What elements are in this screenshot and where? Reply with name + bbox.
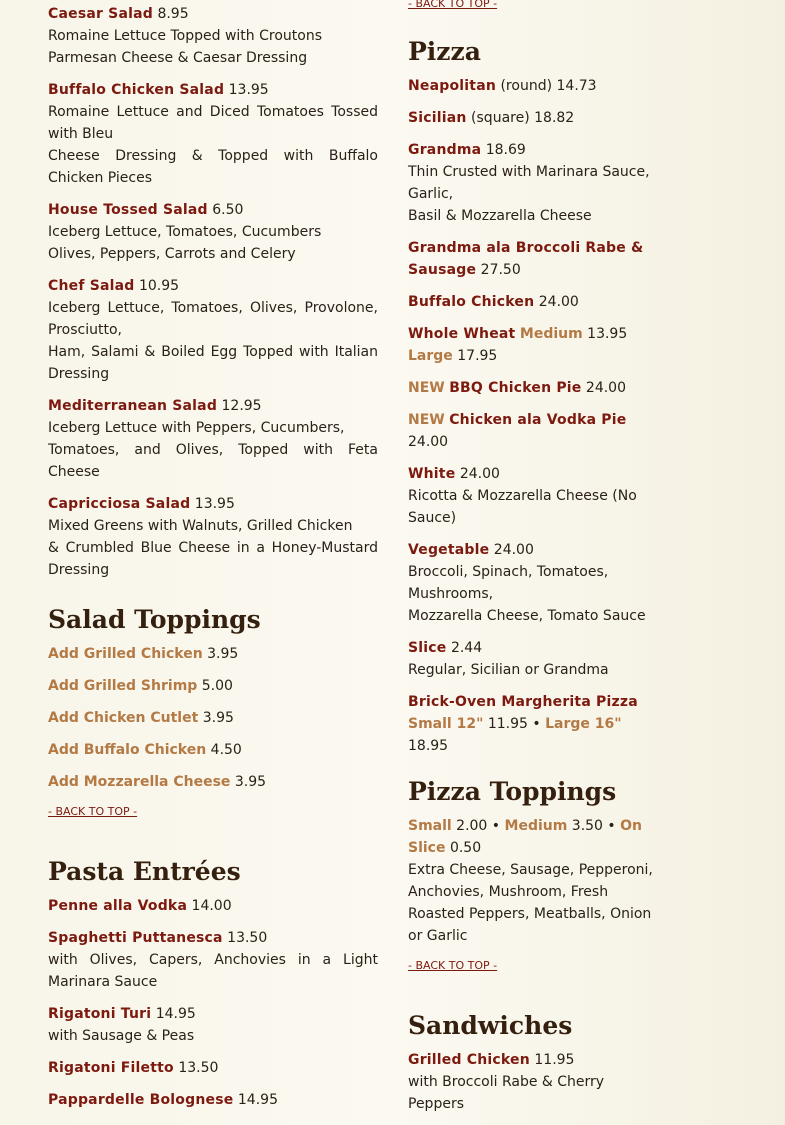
menu-item <box>408 139 660 227</box>
item-description: with Broccoli Rabe & Cherry Peppers <box>408 1074 605 1112</box>
item-description: Romaine Lettuce Topped with Croutons Parmesan Cheese & Caesar Dressing <box>48 28 322 66</box>
menu-item <box>48 927 378 993</box>
item-price: 27.50 <box>480 262 521 278</box>
item-name: Mediterranean Salad <box>48 398 218 414</box>
size-label: Large <box>408 348 453 364</box>
menu-item <box>408 237 660 281</box>
item-price: 3.95 <box>202 710 234 726</box>
item-price: 14.95 <box>155 1006 196 1022</box>
item-price: 14.95 <box>237 1092 278 1108</box>
item-name: Grilled Chicken <box>408 1052 530 1068</box>
size-label: Medium <box>519 326 583 342</box>
item-price: 18.69 <box>485 142 526 158</box>
topping-item <box>48 643 378 665</box>
item-price: 13.95 <box>587 326 628 342</box>
menu-item <box>48 1089 378 1111</box>
item-name: Add Grilled Chicken <box>48 646 203 662</box>
menu-item <box>408 815 660 947</box>
item-price: 24.00 <box>408 434 449 450</box>
section-heading-salad-toppings: Salad Toppings <box>48 605 261 634</box>
separator-dot: • <box>532 716 541 732</box>
item-price: 12.95 <box>221 398 262 414</box>
size-label: Medium <box>504 818 568 834</box>
item-price: 10.95 <box>138 278 180 294</box>
menu-item <box>48 395 378 483</box>
item-name: Penne alla Vodka <box>48 898 188 914</box>
item-price: 3.95 <box>234 774 267 790</box>
menu-item <box>48 493 378 581</box>
item-description: Iceberg Lettuce, Tomatoes, Olives, Provolone, Prosciutto, Ham, Salami & Boiled Egg Topped with Italian Dressing <box>48 300 378 382</box>
item-name: Add Grilled Shrimp <box>48 678 198 694</box>
right-menu-column <box>408 0 660 1125</box>
item-name: Chef Salad <box>48 278 135 294</box>
menu-item <box>408 637 660 681</box>
item-price: 13.50 <box>227 930 268 946</box>
menu-item <box>408 377 660 399</box>
item-price: 8.95 <box>157 6 189 22</box>
item-name: Chicken ala Vodka Pie <box>449 412 627 428</box>
menu-item <box>48 79 378 189</box>
size-label: Small 12" <box>408 716 484 732</box>
item-description: Ricotta & Mozzarella Cheese (No Sauce) <box>408 488 637 526</box>
item-price: 24.00 <box>459 466 500 482</box>
menu-item <box>408 409 660 453</box>
item-description: Mixed Greens with Walnuts, Grilled Chicken & Crumbled Blue Cheese in a Honey-Mustard Dressing <box>48 518 378 578</box>
item-name: Add Chicken Cutlet <box>48 710 199 726</box>
menu-item <box>408 463 660 529</box>
menu-item <box>48 1003 378 1047</box>
item-name: Grandma ala Broccoli Rabe & Sausage <box>408 240 644 278</box>
item-price: 13.50 <box>178 1060 219 1076</box>
left-menu-column <box>48 3 378 1121</box>
item-description: Broccoli, Spinach, Tomatoes, Mushrooms, Mozzarella Cheese, Tomato Sauce <box>408 564 646 624</box>
item-description: Thin Crusted with Marinara Sauce, Garlic, Basil & Mozzarella Cheese <box>408 164 650 224</box>
section-heading-pasta: Pasta Entrées <box>48 857 241 886</box>
topping-item <box>48 739 378 761</box>
item-description: with Sausage & Peas <box>48 1028 195 1044</box>
item-name: Grandma <box>408 142 482 158</box>
menu-item <box>408 691 660 757</box>
item-price: 3.50 <box>571 818 603 834</box>
item-name: House Tossed Salad <box>48 202 208 218</box>
item-name: Add Mozzarella Cheese <box>48 774 231 790</box>
section-heading-pizza-toppings: Pizza Toppings <box>408 777 617 806</box>
item-price: 24.00 <box>493 542 534 558</box>
item-price: 24.00 <box>538 294 579 310</box>
item-price: 24.00 <box>585 380 627 396</box>
item-description: Romaine Lettuce and Diced Tomatoes Tossed with Bleu Cheese Dressing & Topped with Buffalo Chicken Pieces <box>48 104 378 186</box>
back-to-top-link[interactable]: - BACK TO TOP - <box>408 959 498 972</box>
item-name: Vegetable <box>408 542 490 558</box>
item-note: (square) <box>471 110 530 126</box>
menu-item <box>408 107 660 129</box>
item-description: Iceberg Lettuce with Peppers, Cucumbers, Tomatoes, and Olives, Topped with Feta Cheese <box>48 420 378 480</box>
separator-dot: • <box>491 818 501 834</box>
item-name: Rigatoni Filetto <box>48 1060 174 1076</box>
item-name: Sicilian <box>408 110 467 126</box>
menu-item <box>48 199 378 265</box>
item-price: 6.50 <box>212 202 244 218</box>
item-description: Extra Cheese, Sausage, Pepperoni, Anchovies, Mushroom, Fresh Roasted Peppers, Meatballs, Onion or Garlic <box>408 862 653 944</box>
item-name: White <box>408 466 456 482</box>
item-name: Buffalo Chicken Salad <box>48 82 225 98</box>
back-to-top-link[interactable]: - BACK TO TOP - <box>408 0 498 10</box>
item-price: 14.00 <box>191 898 232 914</box>
item-price: 3.95 <box>207 646 239 662</box>
menu-item <box>48 3 378 69</box>
item-price: 13.95 <box>194 496 235 512</box>
item-description: with Olives, Capers, Anchovies in a Light Marinara Sauce <box>48 952 378 990</box>
size-label: On Slice <box>408 818 642 856</box>
size-label: Large 16" <box>545 716 622 732</box>
item-name: Pappardelle Bolognese <box>48 1092 234 1108</box>
item-price: 14.73 <box>556 78 597 94</box>
item-name: BBQ Chicken Pie <box>449 380 582 396</box>
item-price: 2.00 <box>456 818 488 834</box>
menu-item <box>408 1049 660 1115</box>
item-price: 11.95 <box>487 716 528 732</box>
item-name: Rigatoni Turi <box>48 1006 152 1022</box>
separator-dot: • <box>607 818 616 834</box>
item-price: 18.82 <box>534 110 575 126</box>
item-price: 18.95 <box>408 738 449 754</box>
item-price: 11.95 <box>534 1052 575 1068</box>
menu-item <box>48 1057 378 1079</box>
menu-item <box>408 291 660 313</box>
item-name: Caesar Salad <box>48 6 153 22</box>
menu-item <box>408 539 660 627</box>
section-heading-sandwiches: Sandwiches <box>408 1011 573 1040</box>
menu-item <box>48 275 378 385</box>
size-label: Small <box>408 818 452 834</box>
topping-item <box>48 771 378 793</box>
menu-item <box>408 323 660 367</box>
item-name: Capricciosa Salad <box>48 496 191 512</box>
item-note: (round) <box>500 78 553 94</box>
item-name: Spaghetti Puttanesca <box>48 930 223 946</box>
menu-item <box>48 895 378 917</box>
item-description: Regular, Sicilian or Grandma <box>408 662 609 678</box>
item-description: Iceberg Lettuce, Tomatoes, Cucumbers Olives, Peppers, Carrots and Celery <box>48 224 322 262</box>
item-name: Brick-Oven Margherita Pizza <box>408 694 638 710</box>
back-to-top-link[interactable]: - BACK TO TOP - <box>48 805 138 818</box>
item-name: Buffalo Chicken <box>408 294 535 310</box>
topping-item <box>48 707 378 729</box>
new-badge: NEW <box>408 412 445 428</box>
item-price: 17.95 <box>457 348 498 364</box>
item-name: Neapolitan <box>408 78 497 94</box>
item-price: 4.50 <box>210 742 242 758</box>
item-price: 2.44 <box>450 640 483 656</box>
item-price: 13.95 <box>228 82 269 98</box>
item-name: Slice <box>408 640 447 656</box>
new-badge: NEW <box>408 380 445 396</box>
item-name: Whole Wheat <box>408 326 516 342</box>
topping-item <box>48 675 378 697</box>
item-name: Add Buffalo Chicken <box>48 742 207 758</box>
item-price: 0.50 <box>449 840 482 856</box>
item-price: 5.00 <box>201 678 233 694</box>
section-heading-pizza: Pizza <box>408 37 481 66</box>
menu-item <box>408 75 660 97</box>
